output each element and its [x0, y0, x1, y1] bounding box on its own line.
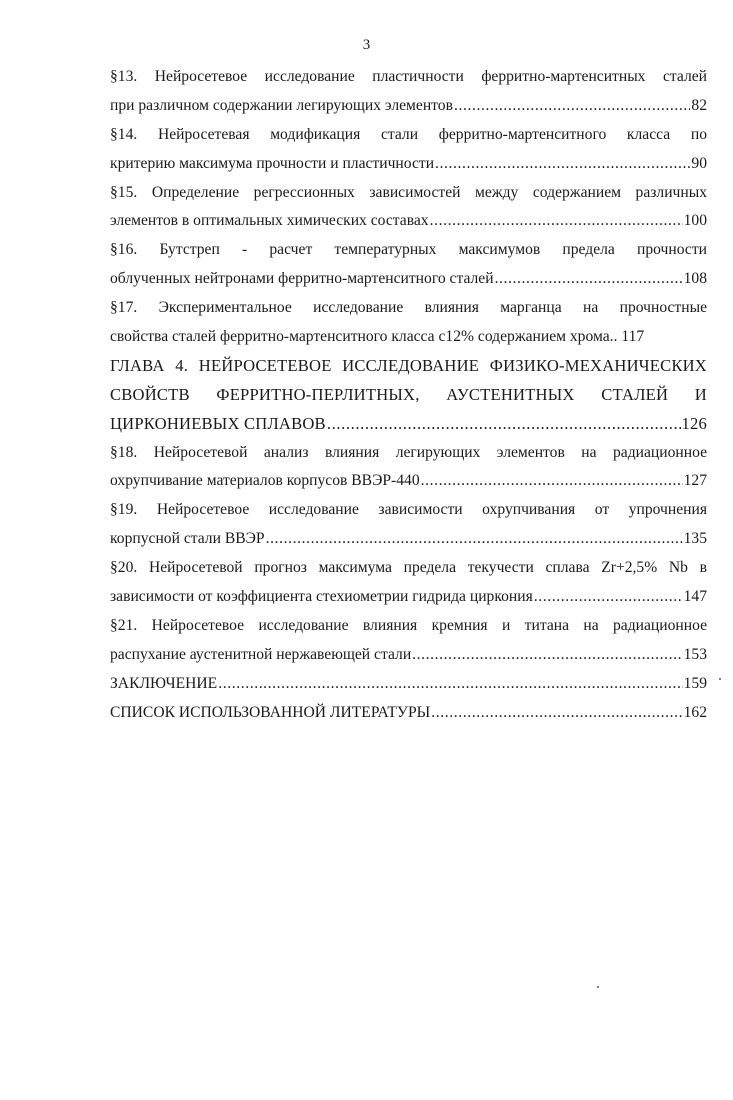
dot-leader: . — [613, 328, 622, 346]
dot-leader — [495, 265, 683, 294]
toc-entry-title: ЗАКЛЮЧЕНИЕ — [110, 674, 218, 692]
toc-entry-title: распухание аустенитной нержавеющей стали — [110, 645, 412, 663]
dot-leader — [431, 699, 682, 728]
toc-entry-21-line-1: §21. Нейросетевое исследование влияния кремния и титана на радиационное — [110, 616, 707, 634]
toc-page-number: 82 — [691, 96, 707, 114]
toc-entry-title: корпусной стали ВВЭР — [110, 530, 265, 548]
toc-page-number: 159 — [683, 674, 707, 692]
toc-entry-20-line-2 — [110, 583, 707, 612]
scan-speck — [597, 986, 599, 988]
table-of-contents — [110, 63, 707, 727]
dot-leader — [327, 410, 681, 439]
dot-leader — [421, 467, 683, 496]
toc-page-number: 135 — [683, 530, 707, 548]
dot-leader — [412, 641, 682, 670]
toc-entry-title: облученных нейтронами ферритно-мартенситного сталей — [110, 270, 494, 288]
toc-entry-13-line-2 — [110, 92, 707, 121]
toc-page-number: 147 — [683, 588, 707, 606]
dot-leader — [435, 150, 690, 179]
toc-page-number: 117 — [621, 328, 645, 346]
chapter-4-heading-line-1: ГЛАВА 4. НЕЙРОСЕТЕВОЕ ИССЛЕДОВАНИЕ ФИЗИКО-МЕХАНИЧЕСКИХ — [110, 355, 707, 375]
toc-entry-19-line-1: §19. Нейросетевое исследование зависимости охрупчивания от упрочнения — [110, 501, 707, 519]
toc-page-number: 108 — [683, 270, 707, 288]
chapter-4-heading-line-3 — [110, 410, 707, 439]
toc-entry-15-line-1: §15. Определение регрессионных зависимостей между содержанием различных — [110, 183, 707, 201]
toc-entry-title: ЦИРКОНИЕВЫХ СПЛАВОВ — [110, 413, 326, 433]
toc-conclusion — [110, 670, 707, 699]
dot-leader — [430, 207, 683, 236]
toc-page-number: 90 — [691, 154, 707, 172]
toc-references — [110, 699, 707, 728]
dot-leader — [534, 583, 683, 612]
toc-entry-15-line-2 — [110, 207, 707, 236]
toc-entry-18-line-2 — [110, 467, 707, 496]
dot-leader — [218, 670, 682, 699]
chapter-4-heading-line-2: СВОЙСТВ ФЕРРИТНО-ПЕРЛИТНЫХ, АУСТЕНИТНЫХ СТАЛЕЙ И — [110, 384, 707, 404]
page-number: 3 — [362, 37, 371, 53]
toc-entry-title: зависимости от коэффициента стехиометрии гидрида циркония — [110, 588, 533, 606]
toc-page-number: 153 — [683, 645, 707, 663]
toc-entry-18-line-1: §18. Нейросетевой анализ влияния легирующих элементов на радиационное — [110, 443, 707, 461]
toc-page-number: 127 — [683, 472, 707, 490]
toc-entry-14-line-2 — [110, 150, 707, 179]
toc-page-number: 126 — [681, 413, 707, 433]
toc-entry-17-line-2 — [110, 323, 707, 352]
toc-entry-16-line-2 — [110, 265, 707, 294]
toc-entry-20-line-1: §20. Нейросетевой прогноз максимума предела текучести сплава Zr+2,5% Nb в — [110, 559, 707, 577]
toc-page-number: 162 — [683, 703, 707, 721]
toc-entry-title: охрупчивание материалов корпусов ВВЭР-440 — [110, 472, 420, 490]
toc-entry-16-line-1: §16. Бутстреп - расчет температурных максимумов предела прочности — [110, 241, 707, 259]
toc-entry-title: СПИСОК ИСПОЛЬЗОВАННОЙ ЛИТЕРАТУРЫ — [110, 703, 431, 721]
toc-entry-title: критерию максимума прочности и пластичности — [110, 154, 435, 172]
toc-entry-17-line-1: §17. Экспериментальное исследование влияния марганца на прочностные — [110, 299, 707, 317]
toc-entry-21-line-2 — [110, 641, 707, 670]
scan-speck — [719, 678, 721, 680]
toc-page-number: 100 — [683, 212, 707, 230]
dot-leader — [454, 92, 690, 121]
toc-entry-title: при различном содержании легирующих элементов — [110, 96, 453, 114]
toc-entry-14-line-1: §14. Нейросетевая модификация стали ферритно-мартенситного класса по — [110, 125, 707, 143]
toc-entry-13-line-1: §13. Нейросетевое исследование пластичности ферритно-мартенситных сталей — [110, 68, 707, 85]
toc-entry-19-line-2 — [110, 525, 707, 554]
toc-entry-title: свойства сталей ферритно-мартенситного класса с12% содержанием хрома. — [110, 328, 614, 346]
toc-entry-title: элементов в оптимальных химических составах — [110, 212, 429, 230]
dot-leader — [266, 525, 683, 554]
